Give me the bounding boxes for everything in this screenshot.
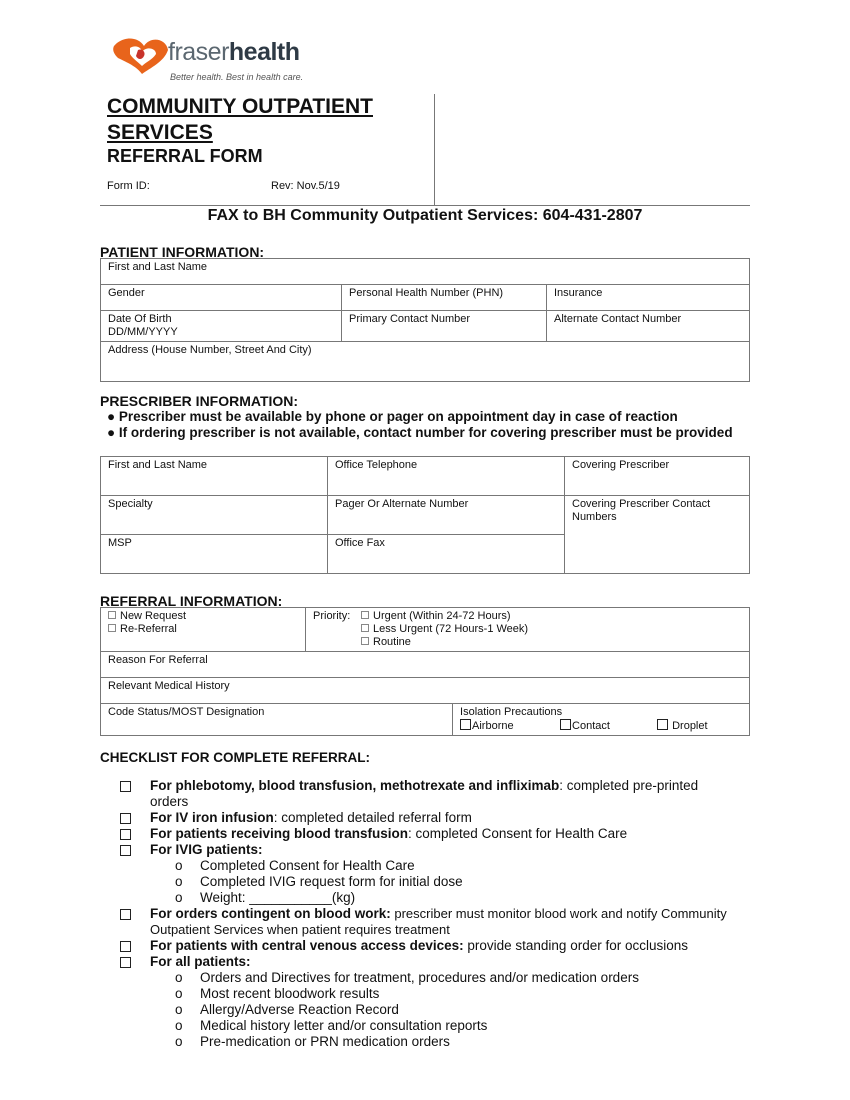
office-telephone-field[interactable]: Office Telephone — [328, 457, 565, 496]
priority-label: Priority: — [313, 610, 351, 622]
fax-instruction: FAX to BH Community Outpatient Services: 604-431-2807 — [207, 207, 643, 224]
priority-cell — [306, 608, 750, 652]
prescriber-name-field[interactable]: First and Last Name — [101, 457, 328, 496]
request-type-cell — [101, 608, 306, 652]
checklist-item: For phlebotomy, blood transfusion, methotrexate and infliximab: completed pre-printed orders — [100, 778, 740, 810]
bullet-icon: o — [175, 1034, 183, 1049]
checkbox-icon[interactable] — [120, 941, 131, 952]
patient-info-heading: PATIENT INFORMATION: — [100, 244, 265, 260]
pager-field[interactable]: Pager Or Alternate Number — [328, 496, 565, 535]
patient-name-field[interactable]: First and Last Name — [101, 259, 750, 285]
new-request-option[interactable]: New Request — [108, 610, 298, 623]
checklist-subitem: o Pre-medication or PRN medication orders — [175, 1034, 450, 1049]
isolation-label: Isolation Precautions — [460, 706, 563, 718]
medical-history-field[interactable]: Relevant Medical History — [101, 678, 750, 704]
bullet-icon: o — [175, 858, 183, 873]
checklist-subitem: o Allergy/Adverse Reaction Record — [175, 1002, 399, 1017]
priority-less-urgent-option[interactable]: Less Urgent (72 Hours-1 Week) — [361, 623, 528, 636]
airborne-option[interactable]: Airborne — [460, 719, 560, 733]
priority-urgent-option[interactable]: Urgent (Within 24-72 Hours) — [361, 610, 528, 623]
logo-wordmark: fraserhealth — [168, 38, 300, 66]
form-title: COMMUNITY OUTPATIENT SERVICES — [107, 95, 373, 144]
address-field[interactable]: Address (House Number, Street And City) — [101, 342, 750, 382]
checkbox-icon[interactable] — [108, 611, 116, 619]
prescriber-info-heading: PRESCRIBER INFORMATION: — [100, 393, 299, 409]
covering-contact-field[interactable]: Covering Prescriber Contact Numbers — [565, 496, 750, 574]
alternate-contact-field[interactable]: Alternate Contact Number — [547, 311, 750, 342]
bullet-icon: o — [175, 890, 183, 905]
checklist-subitem: o Weight: ___________(kg) — [175, 890, 356, 905]
form-id-label: Form ID: — [107, 180, 150, 192]
referral-info-heading: REFERRAL INFORMATION: — [100, 593, 283, 609]
revision-label: Rev: Nov.5/19 — [271, 180, 340, 192]
checklist-item: For IVIG patients: — [100, 842, 740, 858]
office-fax-field[interactable]: Office Fax — [328, 535, 565, 574]
checklist-heading: CHECKLIST FOR COMPLETE REFERRAL: — [100, 750, 370, 765]
contact-option[interactable]: Contact — [560, 719, 657, 733]
covering-prescriber-field[interactable]: Covering Prescriber — [565, 457, 750, 496]
checkbox-icon[interactable] — [361, 624, 369, 632]
reason-field[interactable]: Reason For Referral — [101, 652, 750, 678]
checkbox-icon[interactable] — [120, 781, 131, 792]
checklist-item: For IV iron infusion: completed detailed referral form — [100, 810, 740, 826]
checkbox-icon[interactable] — [120, 813, 131, 824]
isolation-cell — [453, 704, 750, 736]
specialty-field[interactable]: Specialty — [101, 496, 328, 535]
form-subtitle: REFERRAL FORM — [107, 146, 263, 166]
insurance-field[interactable]: Insurance — [547, 285, 750, 311]
patient-info-table — [100, 258, 750, 382]
checklist-subitem: o Most recent bloodwork results — [175, 986, 380, 1001]
checkbox-icon[interactable] — [560, 719, 571, 730]
header-divider-horizontal — [100, 205, 750, 206]
checklist-subitem: o Medical history letter and/or consultation reports — [175, 1018, 488, 1033]
checkbox-icon[interactable] — [108, 624, 116, 632]
header-divider-vertical — [434, 94, 435, 205]
checkbox-icon[interactable] — [120, 909, 131, 920]
bullet-icon: o — [175, 970, 183, 985]
prescriber-note-availability: ● Prescriber must be available by phone or pager on appointment day in case of reaction — [107, 409, 678, 424]
checklist-subitem: o Orders and Directives for treatment, procedures and/or medication orders — [175, 970, 639, 985]
checklist — [100, 778, 740, 1050]
bullet-icon: o — [175, 1002, 183, 1017]
checkbox-icon[interactable] — [120, 829, 131, 840]
droplet-option[interactable]: Droplet — [657, 720, 708, 732]
referral-info-table — [100, 607, 750, 736]
checkbox-icon[interactable] — [120, 845, 131, 856]
bullet-icon: o — [175, 1018, 183, 1033]
prescriber-info-table — [100, 456, 750, 574]
logo-tagline: Better health. Best in health care. — [170, 72, 304, 82]
checklist-item: For patients receiving blood transfusion: completed Consent for Health Care — [100, 826, 740, 842]
code-status-field[interactable]: Code Status/MOST Designation — [101, 704, 453, 736]
checkbox-icon[interactable] — [657, 719, 668, 730]
re-referral-option[interactable]: Re-Referral — [108, 623, 298, 636]
primary-contact-field[interactable]: Primary Contact Number — [342, 311, 547, 342]
bullet-icon: o — [175, 986, 183, 1001]
checklist-item: For all patients: — [100, 954, 740, 970]
checkbox-icon[interactable] — [460, 719, 471, 730]
bullet-icon: o — [175, 874, 183, 889]
priority-routine-option[interactable]: Routine — [361, 636, 528, 649]
checkbox-icon[interactable] — [361, 611, 369, 619]
checklist-item: For patients with central venous access devices: provide standing order for occlusions — [100, 938, 740, 954]
gender-field[interactable]: Gender — [101, 285, 342, 311]
checklist-subitem: o Completed IVIG request form for initial dose — [175, 874, 463, 889]
dob-field[interactable]: Date Of Birth DD/MM/YYYY — [101, 311, 342, 342]
checklist-item: For orders contingent on blood work: prescriber must monitor blood work and notify Community Outpatient Services when patient requires treatment — [100, 906, 740, 938]
checkbox-icon[interactable] — [361, 637, 369, 645]
phn-field[interactable]: Personal Health Number (PHN) — [342, 285, 547, 311]
checkbox-icon[interactable] — [120, 957, 131, 968]
checklist-subitem: o Completed Consent for Health Care — [175, 858, 415, 873]
msp-field[interactable]: MSP — [101, 535, 328, 574]
prescriber-note-covering: ● If ordering prescriber is not available, contact number for covering prescriber must be provided — [107, 425, 733, 440]
